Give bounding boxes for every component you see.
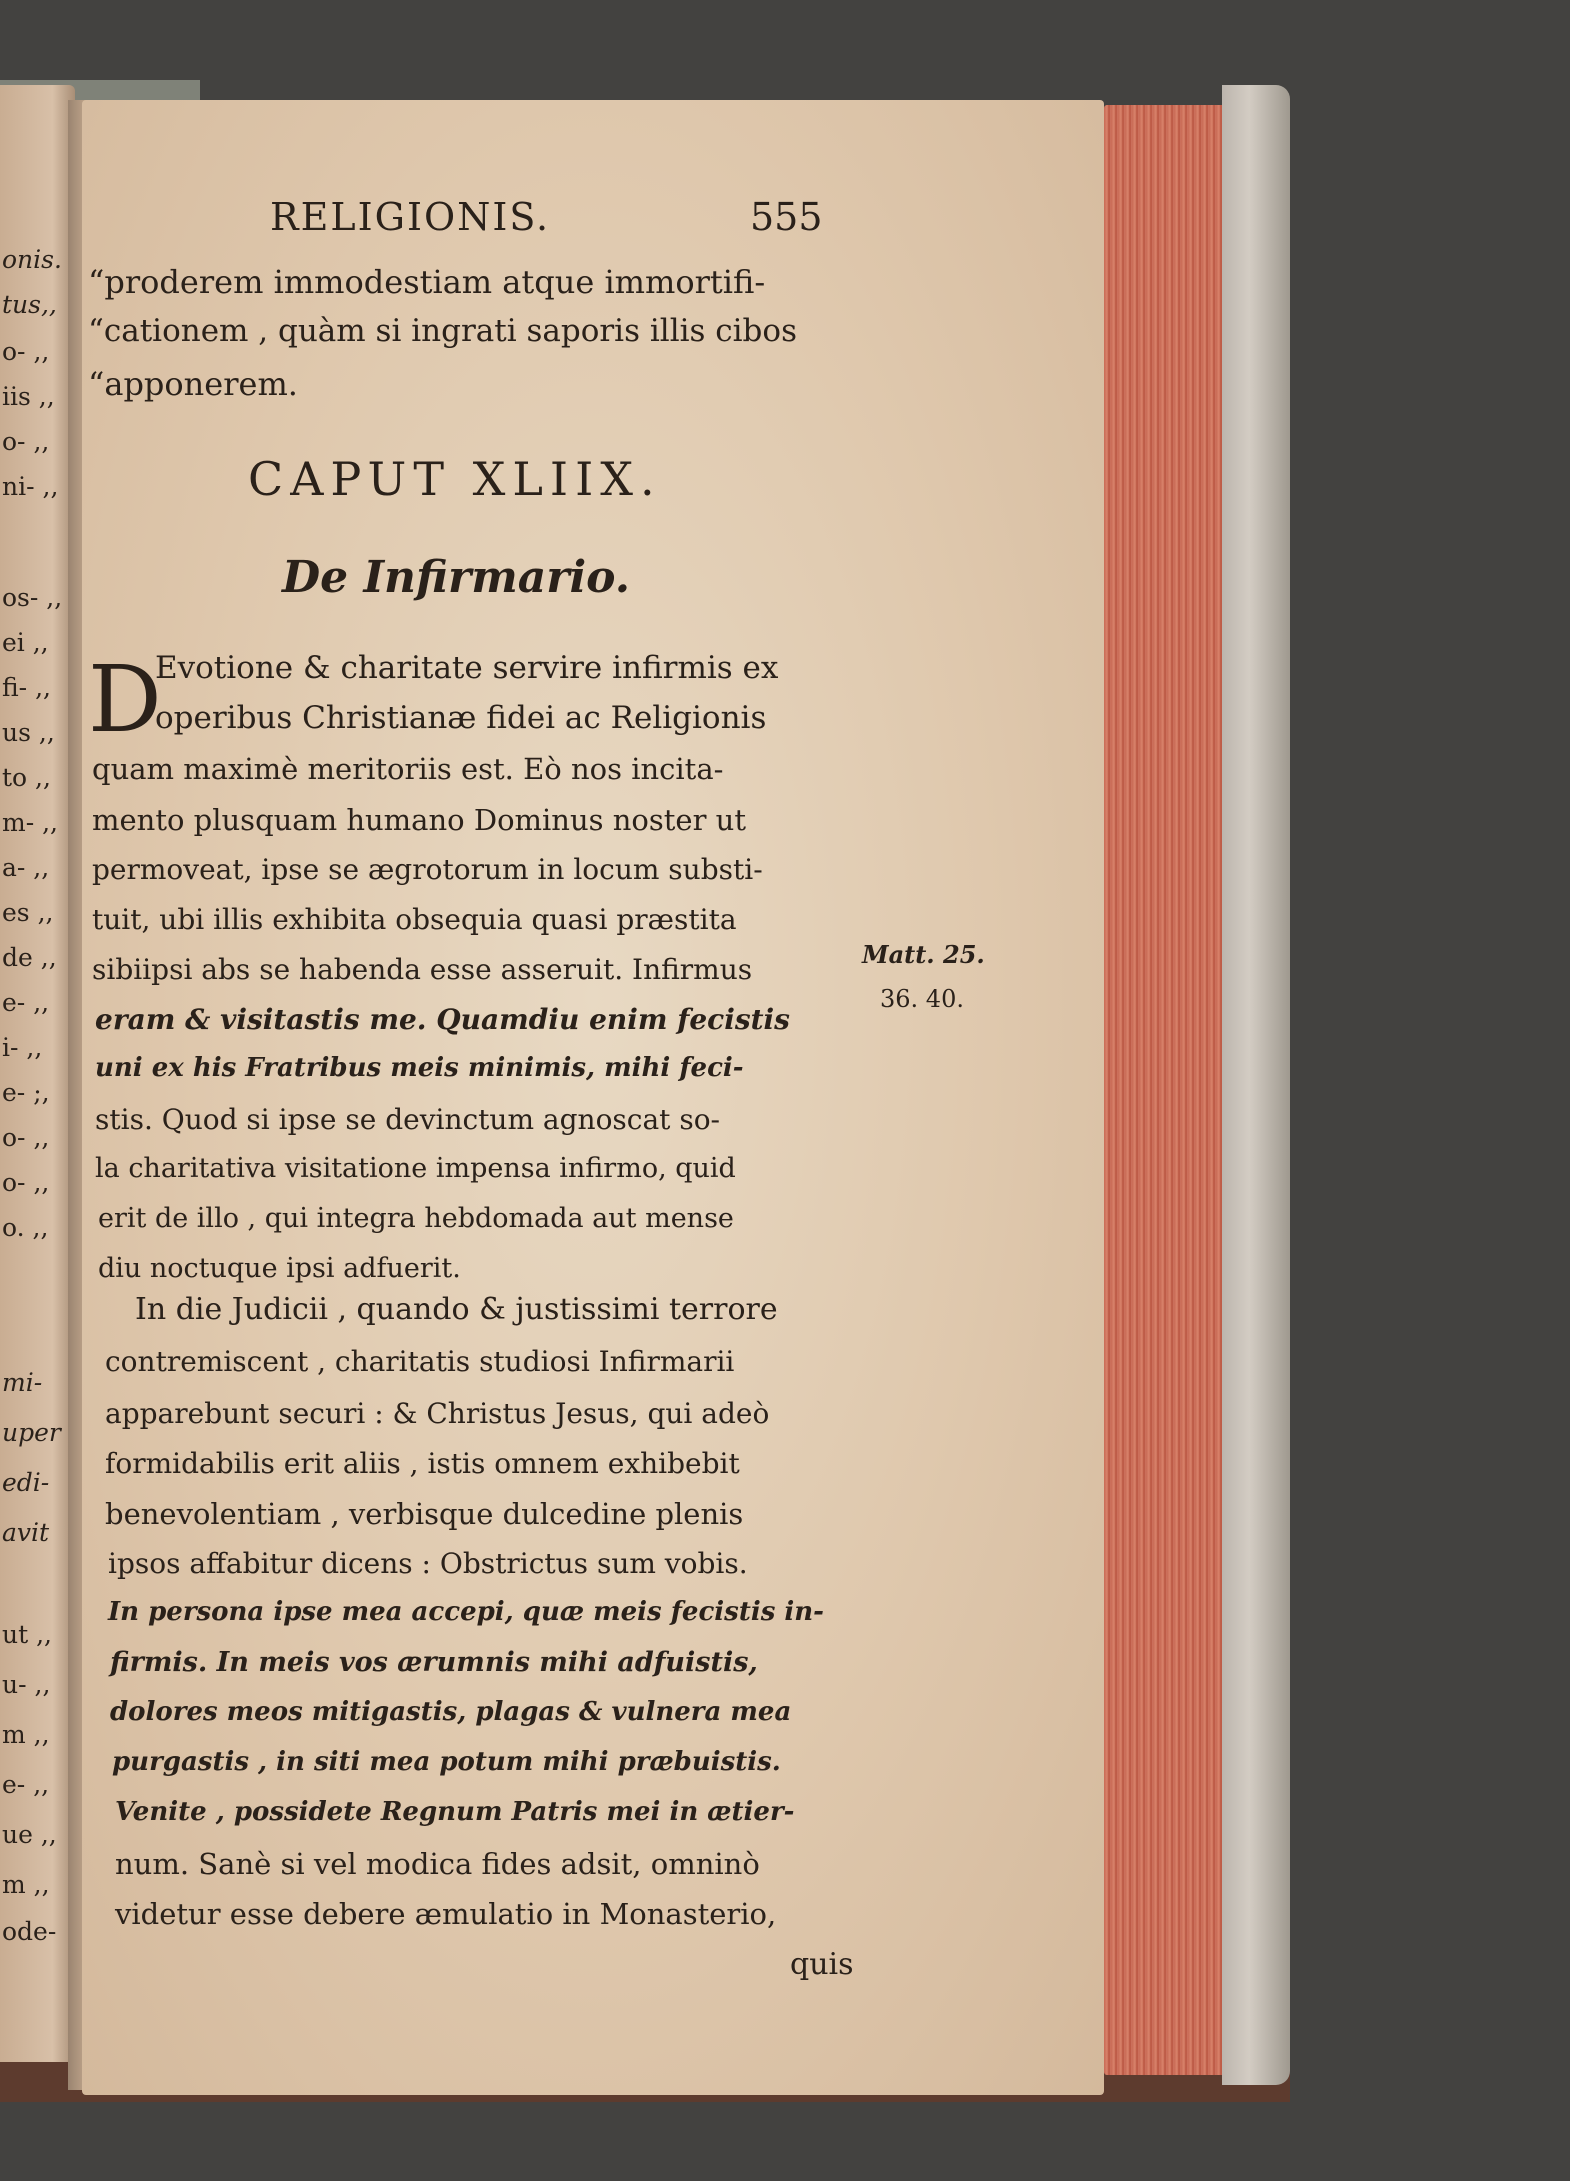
text-line: la charitativa visitatione impensa infirmo, quid [95,1153,736,1184]
left-fragment: tus,, [2,290,57,319]
text-line: uni ex his Fratribus meis minimis, mihi feci- [95,1053,744,1083]
left-fragment: e- ,, [2,1770,50,1799]
text-line: permoveat, ipse se ægrotorum in locum substi- [92,853,763,886]
margin-note: Matt. 25. [862,940,985,969]
left-fragment: o. ,, [2,1213,49,1242]
left-fragment: mi- [2,1368,43,1397]
left-fragment: u- ,, [2,1670,51,1699]
left-page [0,85,75,2095]
text-line: firmis. In meis vos ærumnis mihi adfuistis, [110,1647,758,1678]
left-fragment: iis ,, [2,382,55,411]
left-fragment: i- ,, [2,1033,43,1062]
text-line: In die Judicii , quando & justissimi terrore [135,1292,778,1327]
text-line: formidabilis erit aliis , istis omnem exhibebit [105,1447,740,1480]
left-fragment: fi- ,, [2,673,51,702]
text-line: eram & visitastis me. Quamdiu enim fecistis [95,1003,790,1036]
text-line: dolores meos mitigastis, plagas & vulnera mea [110,1697,792,1727]
chapter-title: CAPUT XLIIX. [248,452,662,506]
left-fragment: ode- [2,1917,57,1946]
left-fragment: ei ,, [2,628,49,657]
left-fragment: o- ,, [2,337,50,366]
left-fragment: a- ,, [2,853,50,882]
left-fragment: m ,, [2,1870,50,1899]
left-fragment: m ,, [2,1720,50,1749]
text-line: purgastis , in siti mea potum mihi præbuistis. [112,1747,781,1777]
text-line: erit de illo , qui integra hebdomada aut mense [98,1203,734,1234]
left-fragment: edi- [2,1468,50,1497]
text-line: num. Sanè si vel modica fides adsit, omninò [115,1847,760,1881]
left-fragment: onis. [2,245,62,274]
text-line: ipsos affabitur dicens : Obstrictus sum vobis. [108,1547,748,1580]
text-line: tuit, ubi illis exhibita obsequia quasi præstita [92,903,737,936]
left-fragment: ni- ,, [2,472,59,501]
red-fore-edge [1104,105,1228,2075]
left-fragment: es ,, [2,898,54,927]
text-line: Venite , possidete Regnum Patris mei in ætier- [115,1797,795,1827]
left-fragment: m- ,, [2,808,58,837]
left-fragment: e- ,, [2,988,50,1017]
running-title: RELIGIONIS. [270,195,551,239]
left-fragment: ut ,, [2,1620,52,1649]
left-fragment: o- ,, [2,427,50,456]
section-title: De Infirmario. [282,552,631,603]
left-fragment: ue ,, [2,1820,57,1849]
left-fragment: o- ,, [2,1123,50,1152]
page-number: 555 [750,195,823,239]
left-fragment: de ,, [2,943,57,972]
left-fragment: to ,, [2,763,51,792]
text-line: Evotione & charitate servire infirmis ex [155,650,779,686]
text-line: mento plusquam humano Dominus noster ut [92,803,747,837]
margin-note: 36. 40. [880,985,964,1013]
left-fragment: avit [2,1518,50,1547]
text-line: contremiscent , charitatis studiosi Infirmarii [105,1345,735,1378]
text-line: benevolentiam , verbisque dulcedine plenis [105,1497,744,1531]
quote-line: “proderem immodestiam atque immortifi- [88,263,766,301]
quote-line: “cationem , quàm si ingrati saporis illis cibos [88,313,797,349]
text-line: stis. Quod si ipse se devinctum agnoscat so- [95,1103,721,1136]
text-line: In persona ipse mea accepi, quæ meis fecistis in- [108,1597,824,1627]
text-line: apparebunt securi : & Christus Jesus, qui adeò [105,1397,770,1430]
left-fragment: us ,, [2,718,55,747]
left-fragment: os- ,, [2,583,63,612]
left-fragment: o- ,, [2,1168,50,1197]
catchword: quis [790,1947,854,1982]
quote-line: “apponerem. [88,365,298,403]
drop-cap: D [88,646,162,753]
cover-edge [1222,85,1290,2085]
text-line: quam maximè meritoriis est. Eò nos incita- [92,752,724,786]
text-line: operibus Christianæ fidei ac Religionis [155,700,767,736]
text-line: diu noctuque ipsi adfuerit. [98,1253,461,1284]
text-line: videtur esse debere æmulatio in Monasterio, [115,1897,777,1931]
text-line: sibiipsi abs se habenda esse asseruit. Infirmus [92,953,753,986]
left-fragment: uper [2,1418,61,1447]
left-fragment: e- ;, [2,1078,50,1107]
